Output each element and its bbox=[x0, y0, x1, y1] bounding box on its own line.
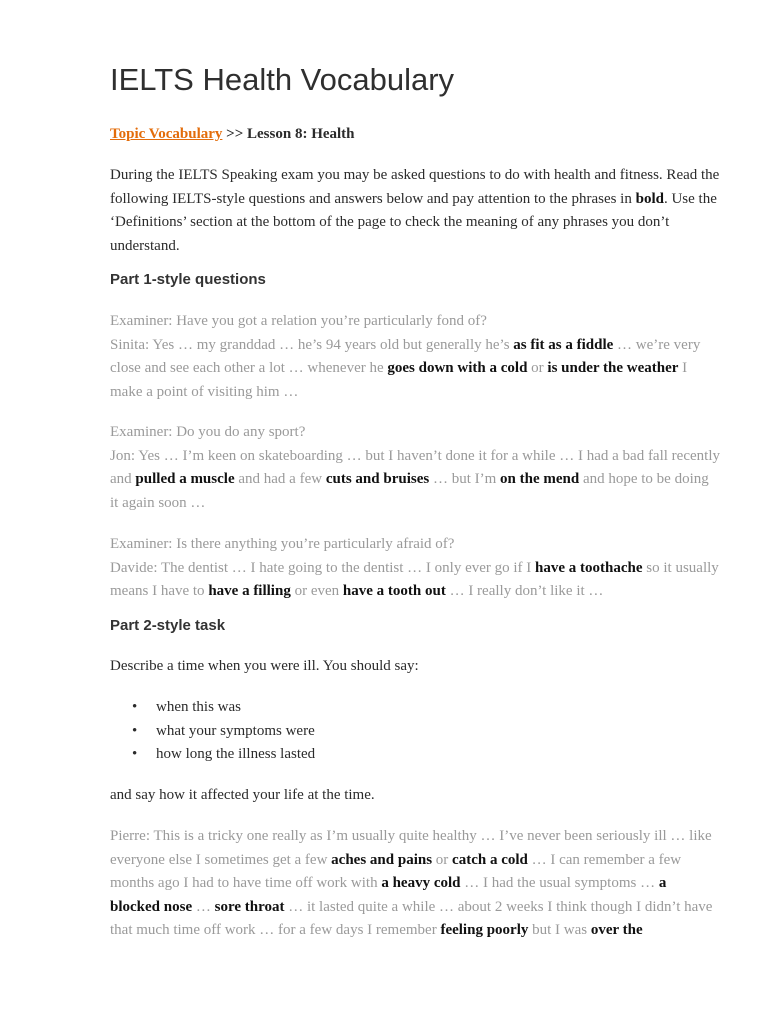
examiner-question: Examiner: Do you do any sport? bbox=[110, 424, 306, 440]
breadcrumb bbox=[110, 126, 355, 143]
part2-prompt: Describe a time when you were ill. You should say: bbox=[110, 658, 419, 674]
bullet-icon: • bbox=[132, 746, 138, 763]
examiner-question: Examiner: Is there anything you’re particularly afraid of? bbox=[110, 536, 455, 552]
list-item: • what your symptoms were bbox=[110, 720, 315, 744]
part1-question-1: Examiner: Have you got a relation you’re particularly fond of? Sinita: Yes … my granddad … he’s 94 years old but generally he’s as fit as a fiddle … we’re very close and see each other a lot … whenever he goes down with a cold or is under the weather I make a point of visiting him … bbox=[110, 313, 701, 400]
bullet-icon: • bbox=[132, 699, 138, 715]
breadcrumb-current: Lesson 8: Health bbox=[247, 126, 355, 142]
list-item: • how long the illness lasted bbox=[110, 743, 315, 767]
breadcrumb-separator: >> bbox=[222, 126, 248, 142]
bullet-icon: • bbox=[132, 722, 138, 739]
part2-answer: Pierre: This is a tricky one really as I’m usually quite healthy … I’ve never been seriously ill … like everyone else I sometimes get a few aches and pains or catch a cold … I can remember a few months ago I had to have time off work with a heavy cold … I had the usual symptoms … a blocked nose … sore throat … it lasted quite a while … about 2 weeks I think though I didn’t have that much time off work … for a few days I remember feeling poorly but I was over the bbox=[110, 828, 713, 939]
topic-vocabulary-link[interactable]: Topic Vocabulary bbox=[110, 126, 223, 142]
part2-closing: and say how it affected your life at the time. bbox=[110, 787, 375, 803]
part1-heading: Part 1-style questions bbox=[110, 271, 266, 288]
part1-question-3: Examiner: Is there anything you’re particularly afraid of? Davide: The dentist … I hate going to the dentist … I only ever go if I have a toothache so it usually means I have to have a filling or even have a tooth out … I really don’t like it … bbox=[110, 536, 719, 600]
intro-paragraph: During the IELTS Speaking exam you may be asked questions to do with health and fitness. Read the following IELTS-style questions and answers below and pay attention to the phrases in bold. Use the ‘Definitions’ section at the bottom of the page to check the meaning of any phrases you don’t understand. bbox=[110, 167, 720, 254]
page-title: IELTS Health Vocabulary bbox=[110, 62, 455, 97]
part2-bullet-list bbox=[110, 696, 315, 767]
examiner-question: Examiner: Have you got a relation you’re particularly fond of? bbox=[110, 313, 487, 329]
list-item: • when this was bbox=[110, 696, 315, 720]
part1-question-2: Examiner: Do you do any sport? Jon: Yes … I’m keen on skateboarding … but I haven’t done it for a while … I had a bad fall recently and pulled a muscle and had a few cuts and bruises … but I’m on the mend and hope to be doing it again soon … bbox=[110, 424, 720, 511]
part2-heading: Part 2-style task bbox=[110, 617, 226, 634]
